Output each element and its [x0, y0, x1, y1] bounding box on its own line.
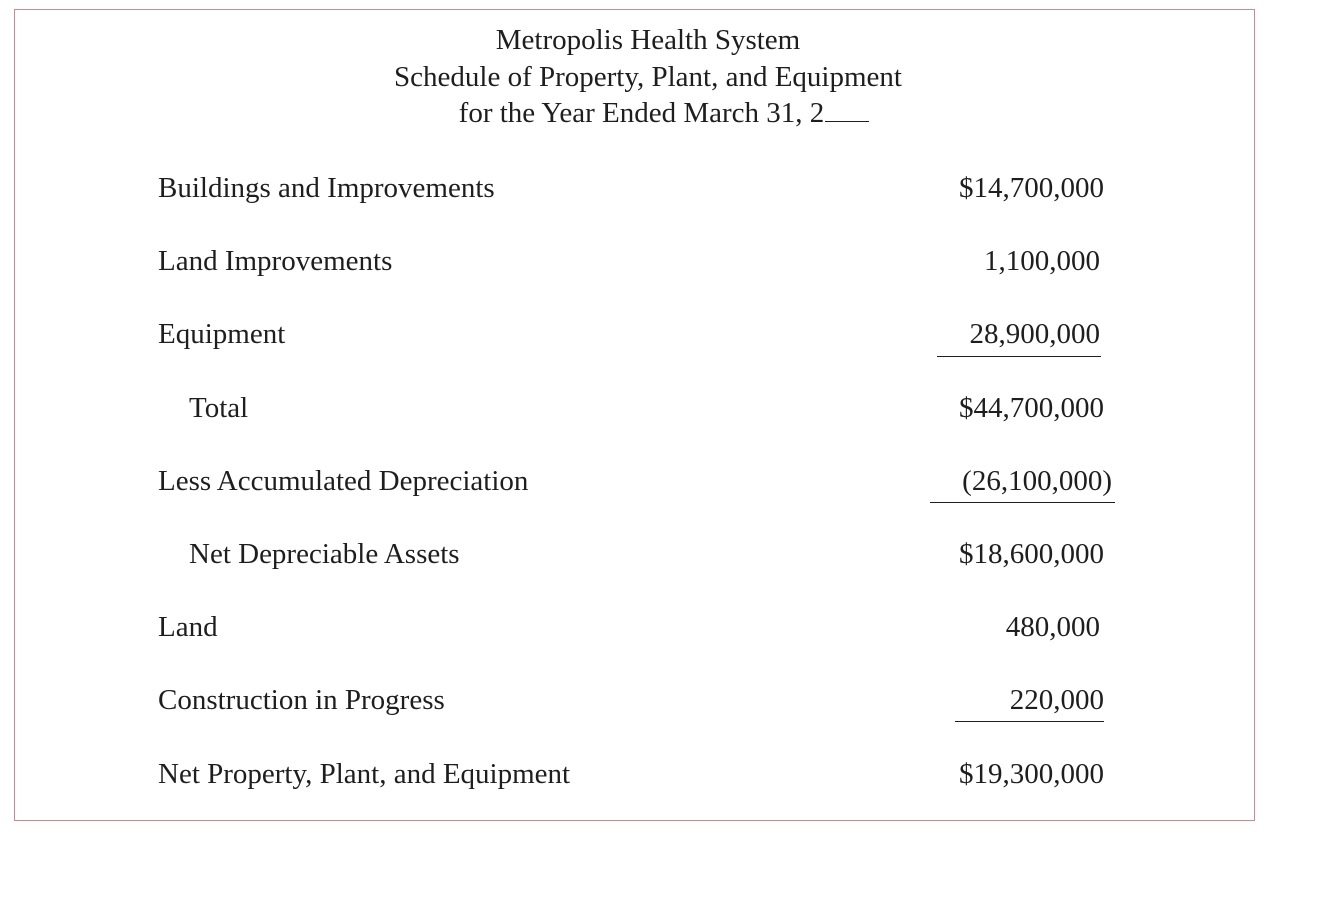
document-header [14, 22, 1254, 132]
schedule-row-buildings [0, 172, 1326, 212]
schedule-row-land [0, 611, 1326, 651]
schedule-row-net-ppe [0, 758, 1326, 798]
period-text: for the Year Ended March 31, 2 [458, 97, 825, 129]
row-label: Total [189, 392, 249, 424]
subtotal-underline [937, 356, 1101, 357]
row-label: Land [158, 611, 218, 643]
row-label: Buildings and Improvements [158, 172, 495, 204]
row-amount: $18,600,000 [959, 538, 1104, 570]
schedule-row-land-improvements [0, 245, 1326, 285]
schedule-row-total [0, 392, 1326, 432]
document-subtitle: Schedule of Property, Plant, and Equipment [394, 60, 902, 93]
document-period [14, 95, 1254, 132]
schedule-row-net-depreciable-assets [0, 538, 1326, 578]
schedule-row-equipment [0, 318, 1326, 358]
depreciation-underline [930, 502, 1115, 503]
row-amount: (26,100,000) [962, 465, 1112, 497]
schedule-row-construction-in-progress [0, 684, 1326, 724]
year-blank-line [825, 95, 869, 122]
row-amount: $14,700,000 [959, 172, 1104, 204]
row-amount: 220,000 [1009, 684, 1104, 716]
document-title: Metropolis Health System [495, 24, 801, 56]
row-amount: 1,100,000 [984, 245, 1100, 277]
row-label: Construction in Progress [158, 684, 445, 716]
schedule-row-accumulated-depreciation [0, 465, 1326, 505]
row-label: Less Accumulated Depreciation [158, 465, 529, 497]
row-amount: 28,900,000 [969, 318, 1100, 350]
row-label: Equipment [158, 318, 286, 350]
row-amount: $44,700,000 [959, 392, 1104, 424]
construction-underline [955, 721, 1104, 722]
row-amount: 480,000 [1005, 611, 1100, 643]
row-label: Net Property, Plant, and Equipment [158, 758, 571, 790]
row-label: Net Depreciable Assets [189, 538, 460, 570]
row-amount: $19,300,000 [959, 758, 1104, 790]
row-label: Land Improvements [158, 245, 393, 277]
